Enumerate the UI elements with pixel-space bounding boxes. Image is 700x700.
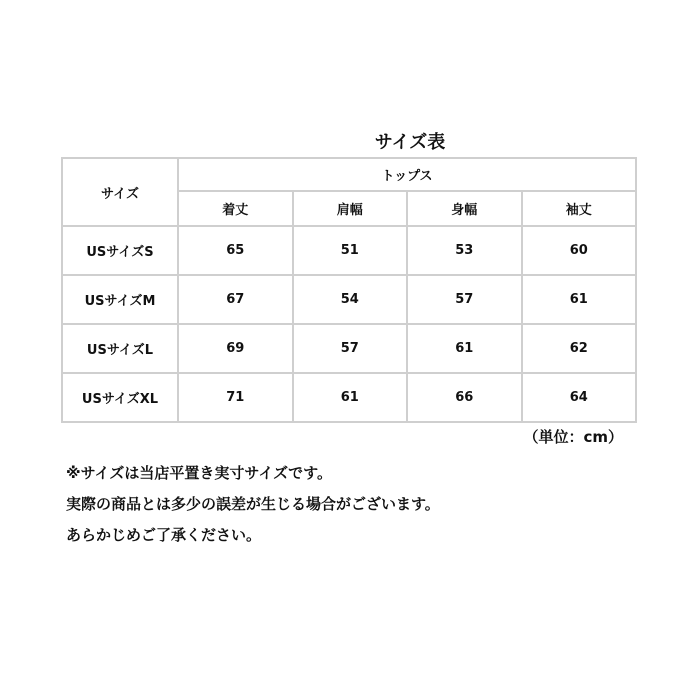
size-label: USサイズM (62, 275, 178, 324)
note-line: 実際の商品とは多少の誤差が生じる場合がございます。 (66, 495, 440, 513)
table-row (62, 373, 636, 422)
table-header-row (62, 158, 636, 191)
notes-block (66, 458, 440, 551)
size-label: USサイズS (62, 226, 178, 275)
table-cell: 71 (178, 373, 293, 422)
note-line: あらかじめご了承ください。 (66, 526, 262, 544)
size-label: USサイズXL (62, 373, 178, 422)
table-cell: 61 (407, 324, 522, 373)
table-cell: 57 (407, 275, 522, 324)
unit-note: （単位：cm） (523, 428, 623, 446)
table-cell: 57 (293, 324, 408, 373)
table-cell: 54 (293, 275, 408, 324)
table-row (62, 324, 636, 373)
table-cell: 61 (522, 275, 637, 324)
column-header-shoulder: 肩幅 (293, 191, 408, 226)
table-cell: 69 (178, 324, 293, 373)
size-label: USサイズL (62, 324, 178, 373)
table-cell: 66 (407, 373, 522, 422)
page-title: サイズ表 (374, 132, 446, 153)
table-cell: 64 (522, 373, 637, 422)
table-cell: 62 (522, 324, 637, 373)
size-table (61, 157, 637, 423)
table-cell: 61 (293, 373, 408, 422)
column-header-sleeve: 袖丈 (522, 191, 637, 226)
table-row (62, 226, 636, 275)
column-header-chest: 身幅 (407, 191, 522, 226)
table-cell: 51 (293, 226, 408, 275)
table-cell: 60 (522, 226, 637, 275)
table-cell: 65 (178, 226, 293, 275)
size-column-header: サイズ (62, 158, 178, 226)
table-row (62, 275, 636, 324)
table-cell: 53 (407, 226, 522, 275)
column-header-length: 着丈 (178, 191, 293, 226)
table-cell: 67 (178, 275, 293, 324)
note-line: ※サイズは当店平置き実寸サイズです。 (66, 464, 332, 482)
group-header-tops: トップス (178, 158, 636, 191)
